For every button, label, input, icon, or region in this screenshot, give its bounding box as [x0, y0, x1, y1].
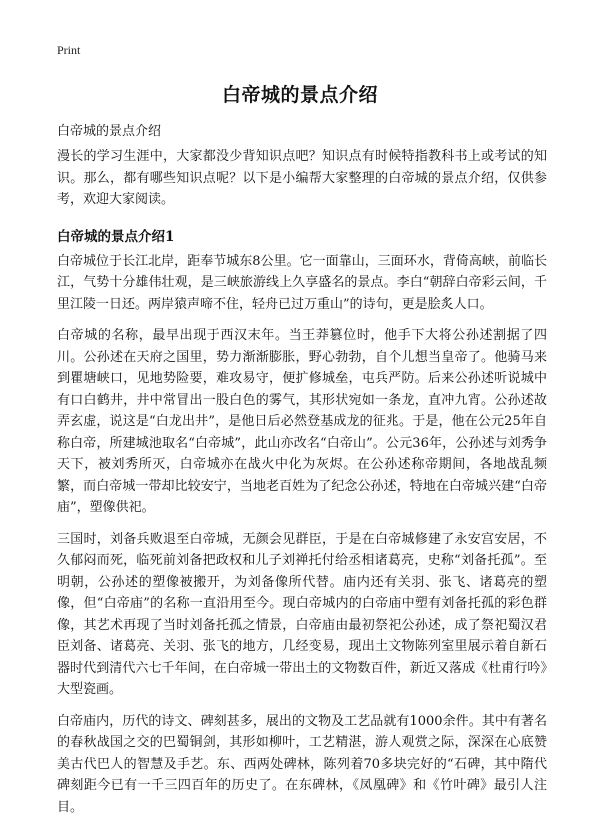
section-paragraph-1: 白帝城位于长江北岸，距奉节城东8公里。它一面靠山，三面环水，背倚高峡，前临长江，气势十分雄伟壮观，是三峡旅游线上久享盛名的景点。李白“朝辞白帝彩云间，千里江陵一日还。两岸猿声啼不住，轻舟已过万重山”的诗句，更是脍炙人口。 [57, 253, 547, 312]
page-subtitle: 白帝城的景点介绍 [57, 124, 162, 139]
section-paragraph-4: 白帝庙内，历代的诗文、碑刻甚多，展出的文物及工艺品就有1000余件。其中有著名的春秋战国之交的巴蜀铜剑，其形如柳叶，工艺精湛，游人观赏之际，深深在心底赞美古代巴人的智慧及手艺。东、西两处碑林，陈列着70多块完好的“石碑，其中隋代碑刻距今已有一千三四百年的历史了。在东碑林，《凤凰碑》和《竹叶碑》最引人注目。 [57, 713, 547, 815]
section-heading: 白帝城的景点介绍1 [57, 228, 175, 245]
intro-paragraph: 漫长的学习生涯中，大家都没少背知识点吧？知识点有时候特指教科书上或考试的知识。那么，都有哪些知识点呢？以下是小编帮大家整理的白帝城的景点介绍，仅供参考，欢迎大家阅读。 [57, 149, 547, 207]
page-title: 白帝城的景点介绍 [221, 84, 378, 106]
section-paragraph-3: 三国时，刘备兵败退至白帝城，无颜会见群臣，于是在白帝城修建了永安宫安居，不久郁闷而死，临死前刘备把政权和儿子刘禅托付给丞相诸葛亮，史称“刘备托孤”。至明朝，公孙述的塑像被搬开，为刘备像所代替。庙内还有关羽、张飞、诸葛亮的塑像，但“白帝庙”的名称一直沿用至今。现白帝城内的白帝庙中塑有刘备托孤的彩色群像，其艺术再现了当时刘备托孤之情景，白帝庙由最初祭祀公孙述，成了祭祀蜀汉君臣刘备、诸葛亮、关羽、张飞的地方，几经变易，现出土文物陈列室里展示着自新石器时代到清代六七千年间，在白帝城一带出土的文物数百件，新近又落成《杜甫行吟》大型瓷画。 [57, 531, 547, 697]
article-body [57, 146, 547, 828]
print-link[interactable]: Print [57, 43, 81, 57]
section-paragraph-2: 白帝城的名称，最早出现于西汉末年。当王莽篡位时，他手下大将公孙述割据了四川。公孙述在天府之国里，势力渐渐膨胀，野心勃勃，自个儿想当皇帝了。他骑马来到瞿塘峡口，见地势险要，难攻易守，便扩修城垒，屯兵严防。后来公孙述听说城中有口白鹤井，井中常冒出一股白色的雾气，其形状宛如一条龙，直冲九宵。公孙述故弄玄虚，说这是“白龙出井”，是他日后必然登基成龙的征兆。于是，他在公元25年自称白帝，所建城池取名“白帝城”，此山亦改名“白帝山”。公元36年，公孙述与刘秀争天下，被刘秀所灭，白帝城亦在战火中化为灰烬。在公孙述称帝期间，各地战乱频繁，而白帝城一带却比较安宁，当地老百姓为了纪念公孙述，特地在白帝城兴建“白帝庙”，塑像供祀。 [57, 328, 547, 515]
